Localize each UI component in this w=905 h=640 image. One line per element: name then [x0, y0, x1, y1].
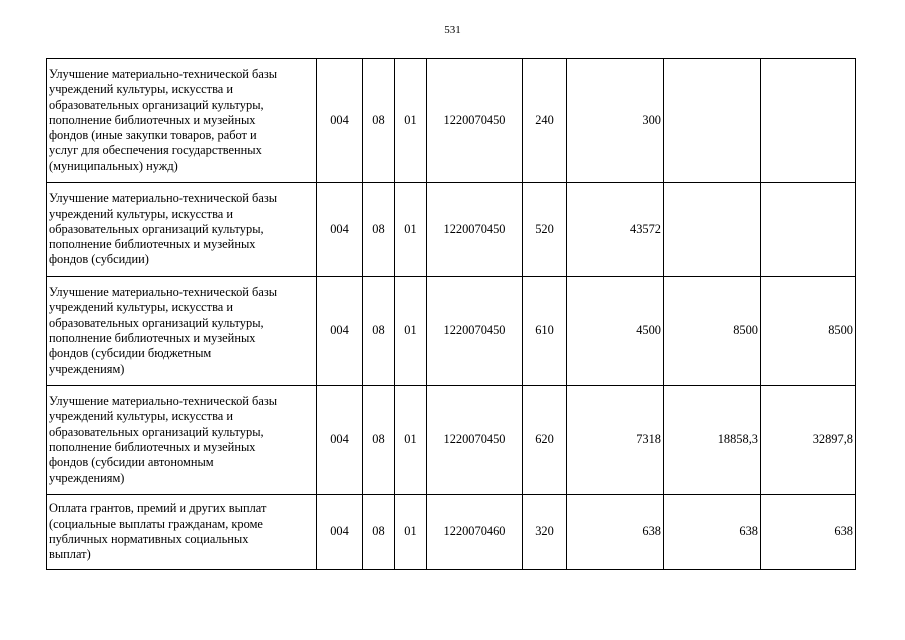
- ministry-code-cell: 004: [317, 495, 363, 570]
- amount-year1-cell: 300: [567, 59, 664, 183]
- amount-year2-cell: 638: [664, 495, 761, 570]
- expense-name-line: учреждений культуры, искусства и: [49, 82, 233, 97]
- expense-type-cell: 520: [523, 183, 567, 277]
- expense-name-line: Улучшение материально-технической базы: [49, 66, 278, 81]
- expense-name-line: фондов (субсидии): [49, 252, 149, 267]
- expense-name-line: учреждений культуры, искусства и: [49, 300, 233, 315]
- target-article-cell: 1220070460: [427, 495, 523, 570]
- expense-name-line: учреждений культуры, искусства и: [49, 409, 233, 424]
- expense-name-line: Оплата грантов, премий и других выплат: [49, 501, 267, 516]
- target-article-cell: 1220070450: [427, 59, 523, 183]
- expense-name-line: учреждениям): [49, 361, 125, 376]
- expense-name-line: пополнение библиотечных и музейных: [49, 112, 256, 127]
- expense-name-line: образовательных организаций культуры,: [49, 315, 264, 330]
- amount-year3-cell: [761, 59, 856, 183]
- table-row: [47, 277, 856, 386]
- section-code-cell: 08: [363, 277, 395, 386]
- expense-name-line: пополнение библиотечных и музейных: [49, 440, 256, 454]
- expense-name-line: (социальные выплаты гражданам, кроме: [49, 516, 263, 531]
- expense-name-line: Улучшение материально-технической базы: [49, 191, 278, 206]
- expense-name-line: выплат): [49, 547, 91, 562]
- amount-year3-cell: [761, 183, 856, 277]
- expense-name-line: учреждений культуры, искусства и: [49, 206, 233, 221]
- expense-name-cell: [47, 495, 317, 570]
- expense-name-line: услуг для обеспечения государственных: [49, 143, 262, 158]
- expense-name-cell: [47, 277, 317, 386]
- expense-name-line: образовательных организаций культуры,: [49, 97, 264, 112]
- amount-year2-cell: [664, 183, 761, 277]
- expense-name-line: пополнение библиотечных и музейных: [49, 331, 256, 345]
- amount-year3-cell: 638: [761, 495, 856, 570]
- ministry-code-cell: 004: [317, 386, 363, 495]
- expense-name-cell: [47, 59, 317, 183]
- expense-name-line: учреждениям): [49, 470, 125, 485]
- expense-name-line: пополнение библиотечных и музейных: [49, 237, 256, 252]
- subsection-code-cell: 01: [395, 386, 427, 495]
- expense-name-line: (муниципальных) нужд): [49, 158, 178, 173]
- expense-name-line: фондов (субсидии автономным: [49, 455, 214, 470]
- target-article-cell: 1220070450: [427, 277, 523, 386]
- target-article-cell: 1220070450: [427, 183, 523, 277]
- subsection-code-cell: 01: [395, 277, 427, 386]
- section-code-cell: 08: [363, 495, 395, 570]
- expense-type-cell: 620: [523, 386, 567, 495]
- expense-name-line: публичных нормативных социальных: [49, 532, 249, 546]
- amount-year2-cell: 18858,3: [664, 386, 761, 495]
- expense-name-line: образовательных организаций культуры,: [49, 221, 264, 236]
- amount-year1-cell: 43572: [567, 183, 664, 277]
- section-code-cell: 08: [363, 386, 395, 495]
- amount-year1-cell: 638: [567, 495, 664, 570]
- table-row: [47, 495, 856, 570]
- ministry-code-cell: 004: [317, 59, 363, 183]
- amount-year3-cell: 32897,8: [761, 386, 856, 495]
- target-article-cell: 1220070450: [427, 386, 523, 495]
- expense-name-line: фондов (иные закупки товаров, работ и: [49, 128, 257, 143]
- subsection-code-cell: 01: [395, 183, 427, 277]
- expense-name-cell: [47, 386, 317, 495]
- section-code-cell: 08: [363, 183, 395, 277]
- amount-year3-cell: 8500: [761, 277, 856, 386]
- ministry-code-cell: 004: [317, 183, 363, 277]
- table-row: [47, 59, 856, 183]
- amount-year1-cell: 7318: [567, 386, 664, 495]
- amount-year2-cell: [664, 59, 761, 183]
- subsection-code-cell: 01: [395, 495, 427, 570]
- expense-name-line: Улучшение материально-технической базы: [49, 285, 278, 300]
- expense-name-line: образовательных организаций культуры,: [49, 424, 264, 439]
- table-row: [47, 386, 856, 495]
- amount-year1-cell: 4500: [567, 277, 664, 386]
- expense-type-cell: 610: [523, 277, 567, 386]
- expense-name-cell: [47, 183, 317, 277]
- expense-name-line: Улучшение материально-технической базы: [49, 394, 278, 409]
- expense-name-line: фондов (субсидии бюджетным: [49, 346, 212, 361]
- expense-type-cell: 240: [523, 59, 567, 183]
- expense-type-cell: 320: [523, 495, 567, 570]
- amount-year2-cell: 8500: [664, 277, 761, 386]
- subsection-code-cell: 01: [395, 59, 427, 183]
- table-row: [47, 183, 856, 277]
- budget-table: [46, 58, 856, 570]
- page-number: 531: [444, 24, 461, 36]
- section-code-cell: 08: [363, 59, 395, 183]
- ministry-code-cell: 004: [317, 277, 363, 386]
